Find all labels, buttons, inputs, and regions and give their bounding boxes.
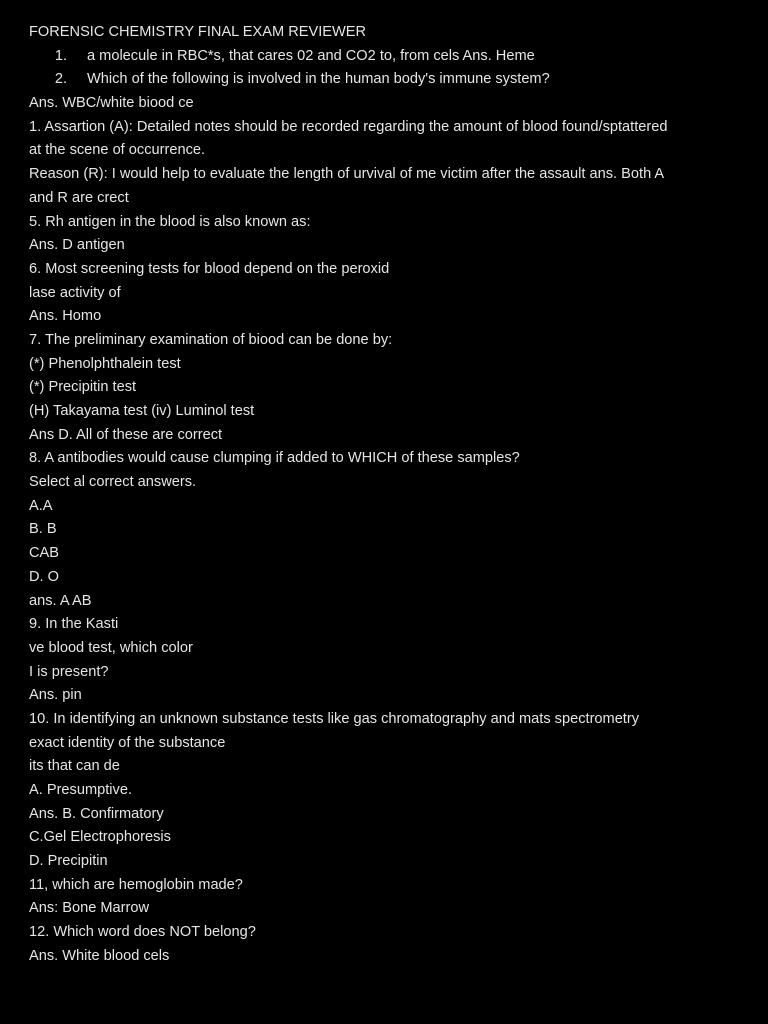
text-line: A. Presumptive. <box>29 782 133 798</box>
item-text: Which of the following is involved in the human body's immune system? <box>87 71 550 88</box>
text-line: at the scene of occurrence. <box>29 142 206 159</box>
numbered-item <box>29 68 749 92</box>
text-line: D. O <box>29 568 59 585</box>
text-line: 9. In the Kasti <box>29 616 119 633</box>
text-line: 10. In identifying an unknown substance tests like gas chromatography and mats spectrometry <box>29 710 640 727</box>
text-line: Ans. WBC/white biood ce <box>29 95 194 112</box>
text-line: lase activity of <box>29 284 121 301</box>
text-line: 6. Most screening tests for blood depend on the peroxid <box>29 260 390 277</box>
document-page <box>29 21 749 969</box>
text-line: Reason (R): I would help to evaluate the length of urvival of me victim after the assault ans. Both A <box>29 166 665 183</box>
text-line: D. Precipitin <box>29 853 108 870</box>
text-line: 12. Which word does NOT belong? <box>29 924 256 941</box>
text-line: Ans. Homo <box>29 308 102 325</box>
text-line: exact identity of the substance <box>29 734 226 751</box>
item-number: 1. <box>54 47 67 64</box>
text-line: CAB <box>29 545 60 562</box>
text-line: (H) Takayama test (iv) Luminol test <box>29 403 255 419</box>
text-line: C.Gel Electrophoresis <box>29 829 171 846</box>
text-line: Ans: Bone Marrow <box>29 900 150 917</box>
text-line: Select al correct answers. <box>29 474 197 491</box>
document-title: FORENSIC CHEMISTRY FINAL EXAM REVIEWER <box>29 24 367 40</box>
text-line: and R are crect <box>29 189 129 206</box>
text-line: 11, which are hemoglobin made? <box>29 876 243 893</box>
text-line: Ans. pin <box>29 687 82 704</box>
text-line: B. B <box>29 521 57 538</box>
text-line: Ans D. All of these are correct <box>29 426 223 443</box>
numbered-item <box>29 45 749 69</box>
text-line: A.A <box>29 497 53 514</box>
text-line: 1. Assartion (A): Detailed notes should be recorded regarding the amount of blood found/sptattered <box>29 118 668 135</box>
text-line: 8. A antibodies would cause clumping if added to WHICH of these samples? <box>29 450 520 467</box>
text-line: 7. The preliminary examination of biood can be done by: <box>29 331 393 348</box>
text-line: Ans. B. Confirmatory <box>29 805 164 822</box>
text-line: (*) Precipitin test <box>29 379 137 396</box>
text-line: 5. Rh antigen in the blood is also known as: <box>29 213 311 230</box>
text-line: Ans. D antigen <box>29 237 125 254</box>
text-line: I is present? <box>29 663 109 680</box>
text-line: Ans. White blood cels <box>29 947 170 964</box>
item-number: 2. <box>54 71 67 88</box>
text-line: its that can de <box>29 758 120 775</box>
item-text: a molecule in RBC*s, that cares 02 and CO2 to, from cels Ans. Heme <box>87 47 535 64</box>
text-line: ans. A AB <box>29 592 92 609</box>
text-line: (*) Phenolphthalein test <box>29 355 181 372</box>
text-line: ve blood test, which color <box>29 639 193 656</box>
